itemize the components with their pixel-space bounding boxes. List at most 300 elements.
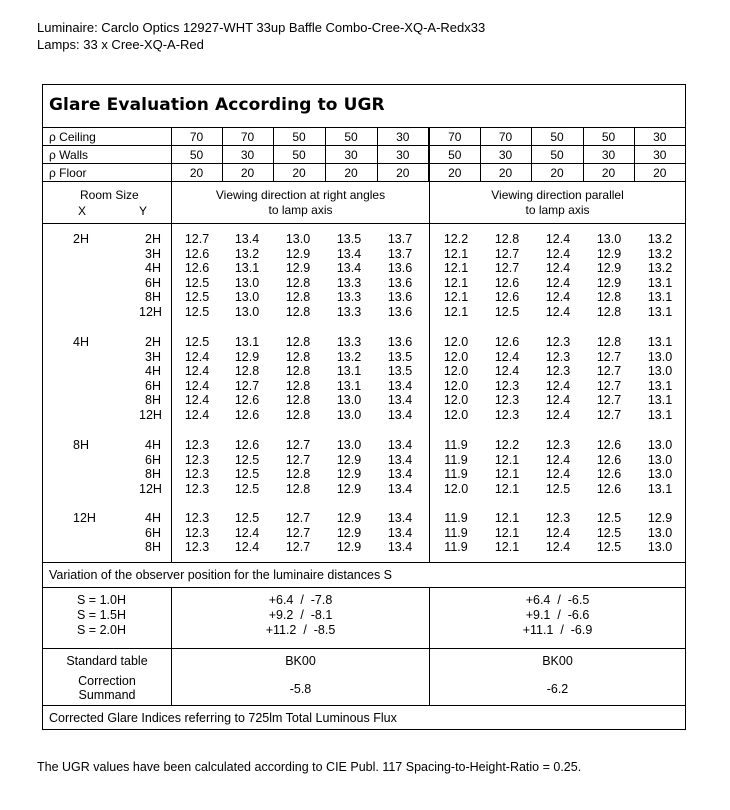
variation-perp-value: +6.4 / -7.8	[268, 593, 333, 607]
ugr-value: 12.7	[494, 261, 520, 276]
reflectance-row	[43, 128, 685, 146]
ugr-value: 12.7	[596, 393, 622, 408]
ugr-value: 13.3	[336, 275, 362, 290]
table-row	[43, 261, 685, 275]
ugr-value: 13.6	[387, 335, 413, 349]
reflectance-value: 30	[480, 146, 531, 164]
ugr-value: 12.9	[596, 261, 622, 276]
ugr-value: 13.6	[387, 275, 413, 290]
divider	[43, 648, 685, 649]
ugr-value: 12.4	[545, 261, 571, 276]
ugr-value: 13.4	[387, 452, 413, 467]
ugr-value: 12.7	[285, 511, 311, 525]
room-y-value: 6H	[145, 378, 161, 393]
ugr-value: 12.9	[336, 525, 362, 540]
ugr-value: 12.8	[285, 364, 311, 379]
ugr-value: 12.8	[285, 408, 311, 422]
ugr-value: 13.1	[647, 481, 673, 496]
ugr-value: 12.3	[545, 335, 571, 349]
ugr-value: 12.4	[545, 408, 571, 422]
room-y-value: 4H	[145, 364, 161, 379]
ugr-value: 12.3	[545, 364, 571, 379]
variation-par-value: +6.4 / -6.5	[525, 593, 590, 607]
ugr-value: 13.7	[387, 246, 413, 261]
ugr-value: 12.7	[234, 378, 260, 393]
ugr-value: 12.1	[494, 525, 520, 540]
ugr-value: 13.1	[234, 335, 260, 349]
ugr-value: 12.2	[494, 438, 520, 452]
ugr-value: 12.8	[596, 305, 622, 319]
parallel-direction-header	[430, 188, 685, 218]
table-row	[43, 247, 685, 261]
divider	[43, 587, 685, 588]
reflectance-value: 20	[531, 164, 583, 182]
reflectance-value: 20	[429, 164, 480, 182]
ugr-value: 12.5	[234, 481, 260, 496]
ugr-value: 11.9	[444, 452, 468, 467]
ugr-value: 12.8	[285, 290, 311, 305]
table-row	[43, 379, 685, 393]
reflectance-value: 20	[377, 164, 429, 182]
ugr-value: 13.4	[387, 511, 413, 525]
ugr-value: 12.8	[596, 290, 622, 305]
room-x-value: 8H	[73, 438, 89, 452]
room-size-label: Room Size	[80, 188, 139, 202]
ugr-value: 12.1	[494, 540, 520, 555]
reflectance-label: ρ Floor	[43, 164, 171, 182]
ugr-value: 13.0	[647, 467, 673, 482]
variation-distance: S = 2.0H	[77, 623, 126, 637]
ugr-value: 12.5	[184, 290, 210, 305]
ugr-value: 12.9	[234, 349, 260, 364]
room-y-value: 4H	[145, 261, 161, 276]
ugr-value: 12.8	[234, 364, 260, 379]
reflectance-value: 50	[531, 128, 583, 146]
reflectance-value: 70	[429, 128, 480, 146]
ugr-value: 12.4	[545, 393, 571, 408]
ugr-value: 12.0	[443, 393, 469, 408]
ugr-value: 12.3	[184, 467, 210, 482]
ugr-value: 12.4	[545, 540, 571, 555]
ugr-value: 13.3	[336, 305, 362, 319]
reflectance-value: 50	[325, 128, 377, 146]
reflectance-value: 30	[377, 146, 429, 164]
ugr-value: 13.0	[285, 232, 311, 246]
standard-table-perp: BK00	[285, 654, 316, 668]
table-row	[43, 335, 685, 349]
reflectance-row	[43, 146, 685, 164]
table-row	[43, 290, 685, 304]
ugr-value: 12.7	[494, 246, 520, 261]
ugr-value: 12.1	[494, 452, 520, 467]
ugr-value: 12.6	[234, 393, 260, 408]
reflectance-label: ρ Walls	[43, 146, 171, 164]
room-y-value: 6H	[145, 525, 161, 540]
ugr-value: 12.4	[545, 305, 571, 319]
ugr-value: 12.6	[184, 261, 210, 276]
ugr-value: 13.6	[387, 305, 413, 319]
ugr-value: 13.0	[647, 525, 673, 540]
room-y-value: 6H	[145, 452, 161, 467]
correction-label	[43, 674, 171, 702]
ugr-value: 12.7	[596, 378, 622, 393]
reflectance-value: 30	[634, 128, 685, 146]
ugr-value: 13.4	[387, 438, 413, 452]
room-y-value: 6H	[145, 275, 161, 290]
ugr-value: 11.9	[444, 511, 468, 525]
table-row	[43, 350, 685, 364]
ugr-value: 12.7	[184, 232, 210, 246]
ugr-value: 12.9	[336, 467, 362, 482]
ugr-value: 12.5	[184, 305, 210, 319]
room-y-value: 2H	[145, 335, 161, 349]
ugr-value: 12.6	[596, 438, 622, 452]
ugr-value: 13.0	[647, 438, 673, 452]
table-row	[43, 511, 685, 525]
ugr-value: 12.1	[494, 481, 520, 496]
document-header	[37, 19, 485, 53]
luminaire-line: Luminaire: Carclo Optics 12927-WHT 33up Baffle Combo-Cree-XQ-A-Redx33	[37, 20, 486, 35]
reflectance-value: 30	[583, 146, 634, 164]
reflectance-value: 20	[325, 164, 377, 182]
ugr-value: 13.4	[387, 540, 413, 555]
ugr-value: 12.4	[184, 378, 210, 393]
table-row	[43, 364, 685, 378]
ugr-value: 13.0	[336, 438, 362, 452]
ugr-value: 12.3	[184, 481, 210, 496]
room-y-value: 3H	[145, 246, 161, 261]
reflectance-value: 20	[171, 164, 222, 182]
ugr-value: 12.6	[494, 335, 520, 349]
parallel-line-1: Viewing direction parallel	[491, 188, 624, 202]
room-size-y-label: Y	[139, 204, 148, 218]
ugr-value: 13.4	[336, 246, 362, 261]
reflectance-value: 50	[273, 128, 325, 146]
ugr-value: 13.4	[387, 481, 413, 496]
ugr-value: 12.8	[285, 349, 311, 364]
ugr-value: 12.9	[336, 481, 362, 496]
ugr-value: 12.0	[443, 378, 469, 393]
ugr-value: 13.1	[647, 305, 673, 319]
ugr-value: 12.2	[443, 232, 469, 246]
table-row	[43, 540, 685, 554]
ugr-value: 12.1	[443, 290, 469, 305]
ugr-value: 13.2	[647, 246, 673, 261]
ugr-value: 13.0	[596, 232, 622, 246]
correction-label-line-2: Summand	[78, 688, 136, 702]
ugr-value: 12.6	[596, 481, 622, 496]
reflectance-value: 30	[222, 146, 273, 164]
reflectance-table	[43, 127, 685, 182]
ugr-value: 13.5	[336, 232, 362, 246]
ugr-value: 12.5	[234, 467, 260, 482]
ugr-value: 12.7	[596, 364, 622, 379]
variation-par-value: +11.1 / -6.9	[522, 623, 593, 637]
ugr-value: 12.5	[234, 511, 260, 525]
ugr-value: 12.9	[596, 246, 622, 261]
ugr-value: 12.4	[184, 393, 210, 408]
ugr-value: 12.0	[443, 481, 469, 496]
ugr-value: 12.4	[545, 467, 571, 482]
reflectance-value: 20	[480, 164, 531, 182]
ugr-value: 12.6	[234, 408, 260, 422]
ugr-value: 12.5	[184, 335, 210, 349]
room-y-value: 12H	[139, 408, 162, 422]
ugr-value: 12.8	[494, 232, 520, 246]
table-row	[43, 408, 685, 422]
room-y-value: 12H	[139, 481, 162, 496]
ugr-value: 12.4	[545, 246, 571, 261]
ugr-value: 12.6	[596, 452, 622, 467]
ugr-value: 12.5	[494, 305, 520, 319]
ugr-value: 12.8	[596, 335, 622, 349]
ugr-value: 12.3	[545, 438, 571, 452]
ugr-value: 12.4	[545, 525, 571, 540]
ugr-value: 12.8	[285, 378, 311, 393]
ugr-value: 12.8	[285, 275, 311, 290]
ugr-value: 12.8	[285, 481, 311, 496]
standard-table-par: BK00	[542, 654, 573, 668]
reflectance-value: 70	[171, 128, 222, 146]
parallel-line-2: to lamp axis	[525, 203, 590, 217]
variation-perp-value: +9.2 / -8.1	[268, 608, 333, 622]
table-row	[43, 232, 685, 246]
ugr-value: 13.1	[647, 335, 673, 349]
room-y-value: 8H	[145, 540, 161, 555]
room-y-value: 4H	[145, 438, 161, 452]
reflectance-value: 20	[634, 164, 685, 182]
correction-perp: -5.8	[289, 682, 312, 696]
footer-note: The UGR values have been calculated according to CIE Publ. 117 Spacing-to-Height-Ratio = 0.25.	[37, 760, 582, 774]
ugr-value: 12.1	[443, 261, 469, 276]
correction-label-line-1: Correction	[78, 674, 136, 688]
ugr-value: 12.4	[545, 452, 571, 467]
ugr-value: 13.4	[387, 525, 413, 540]
reflectance-value: 50	[273, 146, 325, 164]
room-y-value: 12H	[139, 305, 162, 319]
ugr-value: 12.1	[443, 305, 469, 319]
ugr-value: 12.8	[285, 393, 311, 408]
reflectance-value: 50	[171, 146, 222, 164]
ugr-value: 13.1	[336, 378, 362, 393]
ugr-value: 13.2	[647, 232, 673, 246]
room-x-value: 12H	[73, 511, 96, 525]
divider	[43, 181, 685, 182]
perpendicular-direction-header	[172, 188, 429, 218]
ugr-value: 12.3	[184, 438, 210, 452]
ugr-value: 12.3	[494, 393, 520, 408]
ugr-value: 13.2	[234, 246, 260, 261]
variation-caption: Variation of the observer position for the luminaire distances S	[49, 568, 393, 582]
column-divider	[429, 181, 430, 562]
ugr-value: 13.0	[336, 393, 362, 408]
ugr-value: 13.3	[336, 335, 362, 349]
ugr-value: 12.5	[596, 540, 622, 555]
corrected-caption: Corrected Glare Indices referring to 725lm Total Luminous Flux	[49, 711, 397, 725]
ugr-value: 13.6	[387, 261, 413, 276]
ugr-value: 12.7	[285, 525, 311, 540]
ugr-value: 12.4	[184, 408, 210, 422]
ugr-value: 13.1	[647, 290, 673, 305]
room-x-value: 2H	[73, 232, 89, 246]
ugr-value: 12.1	[443, 246, 469, 261]
ugr-value: 12.3	[184, 540, 210, 555]
ugr-value: 12.3	[184, 511, 210, 525]
ugr-value: 12.4	[545, 290, 571, 305]
ugr-table-frame	[42, 84, 686, 730]
variation-distance: S = 1.0H	[77, 593, 126, 607]
table-row	[43, 453, 685, 467]
ugr-value: 12.6	[494, 290, 520, 305]
correction-par: -6.2	[546, 682, 569, 696]
ugr-value: 12.3	[545, 511, 571, 525]
ugr-value: 12.4	[234, 525, 260, 540]
ugr-value: 13.1	[647, 393, 673, 408]
table-row	[43, 393, 685, 407]
ugr-value: 12.8	[285, 305, 311, 319]
ugr-value: 13.1	[647, 408, 673, 422]
ugr-value: 13.4	[387, 467, 413, 482]
reflectance-value: 50	[583, 128, 634, 146]
reflectance-value: 20	[222, 164, 273, 182]
ugr-value: 13.0	[647, 452, 673, 467]
reflectance-value: 20	[583, 164, 634, 182]
reflectance-value: 50	[531, 146, 583, 164]
ugr-value: 12.5	[596, 525, 622, 540]
ugr-value: 13.1	[647, 275, 673, 290]
ugr-value: 13.0	[647, 349, 673, 364]
ugr-value: 13.5	[387, 349, 413, 364]
ugr-value: 12.3	[494, 378, 520, 393]
table-row	[43, 482, 685, 496]
lamps-line: Lamps: 33 x Cree-XQ-A-Red	[37, 37, 204, 52]
perpendicular-line-1: Viewing direction at right angles	[215, 188, 386, 202]
ugr-value: 12.6	[184, 246, 210, 261]
table-row	[43, 438, 685, 452]
standard-table-label: Standard table	[66, 654, 148, 668]
reflectance-value: 30	[325, 146, 377, 164]
ugr-value: 13.4	[234, 232, 260, 246]
ugr-value: 12.5	[596, 511, 622, 525]
table-row	[43, 467, 685, 481]
ugr-value: 12.0	[443, 335, 469, 349]
ugr-value: 13.3	[336, 290, 362, 305]
room-y-value: 8H	[145, 467, 161, 482]
ugr-value: 12.8	[285, 335, 311, 349]
ugr-value: 12.9	[596, 275, 622, 290]
ugr-value: 13.0	[647, 364, 673, 379]
variation-distance: S = 1.5H	[77, 608, 126, 622]
ugr-value: 12.3	[184, 452, 210, 467]
ugr-value: 12.4	[545, 275, 571, 290]
ugr-value: 11.9	[444, 525, 468, 540]
reflectance-value: 70	[480, 128, 531, 146]
ugr-value: 12.4	[545, 378, 571, 393]
perpendicular-line-2: to lamp axis	[268, 203, 333, 217]
divider	[43, 562, 685, 563]
table-row	[43, 305, 685, 319]
table-row	[43, 276, 685, 290]
ugr-value: 13.0	[647, 540, 673, 555]
ugr-value: 12.0	[443, 364, 469, 379]
ugr-value: 11.9	[444, 467, 468, 482]
ugr-value: 13.6	[387, 290, 413, 305]
ugr-value: 12.7	[285, 452, 311, 467]
ugr-value: 13.0	[234, 275, 260, 290]
reflectance-value: 50	[429, 146, 480, 164]
ugr-value: 12.9	[336, 511, 362, 525]
reflectance-value: 30	[377, 128, 429, 146]
ugr-value: 13.2	[336, 349, 362, 364]
ugr-value: 13.4	[387, 378, 413, 393]
ugr-value: 13.0	[234, 290, 260, 305]
ugr-value: 13.0	[336, 408, 362, 422]
divider	[43, 705, 685, 706]
ugr-value: 12.0	[443, 349, 469, 364]
ugr-value: 12.7	[285, 540, 311, 555]
reflectance-value: 70	[222, 128, 273, 146]
ugr-value: 12.7	[596, 408, 622, 422]
ugr-value: 12.9	[336, 540, 362, 555]
table-row	[43, 526, 685, 540]
ugr-value: 12.5	[234, 452, 260, 467]
room-y-value: 2H	[145, 232, 161, 246]
ugr-value: 13.2	[647, 261, 673, 276]
ugr-value: 13.1	[647, 378, 673, 393]
ugr-value: 12.9	[647, 511, 673, 525]
ugr-value: 13.4	[387, 393, 413, 408]
ugr-value: 12.1	[494, 467, 520, 482]
room-y-value: 8H	[145, 393, 161, 408]
ugr-value: 12.3	[184, 525, 210, 540]
ugr-title: Glare Evaluation According to UGR	[49, 95, 385, 115]
ugr-value: 12.9	[336, 452, 362, 467]
reflectance-row	[43, 164, 685, 182]
ugr-value: 12.3	[494, 408, 520, 422]
ugr-value: 12.4	[545, 232, 571, 246]
ugr-value: 12.3	[545, 349, 571, 364]
reflectance-value: 30	[634, 146, 685, 164]
ugr-value: 12.0	[443, 408, 469, 422]
ugr-value: 12.4	[234, 540, 260, 555]
room-x-value: 4H	[73, 335, 89, 349]
ugr-value: 12.6	[234, 438, 260, 452]
variation-par-value: +9.1 / -6.6	[525, 608, 590, 622]
room-y-value: 4H	[145, 511, 161, 525]
ugr-value: 12.6	[596, 467, 622, 482]
ugr-value: 12.6	[494, 275, 520, 290]
ugr-value: 13.0	[234, 305, 260, 319]
ugr-value: 12.7	[285, 438, 311, 452]
column-divider	[171, 181, 172, 562]
reflectance-label: ρ Ceiling	[43, 128, 171, 146]
ugr-value: 11.9	[444, 540, 468, 555]
ugr-value: 12.4	[494, 364, 520, 379]
room-y-value: 3H	[145, 349, 161, 364]
ugr-value: 12.4	[184, 349, 210, 364]
variation-perp-value: +11.2 / -8.5	[265, 623, 336, 637]
reflectance-value: 20	[273, 164, 325, 182]
divider	[43, 223, 685, 224]
room-size-x-label: X	[78, 204, 87, 218]
ugr-value: 12.9	[285, 246, 311, 261]
ugr-value: 13.5	[387, 364, 413, 379]
room-y-value: 8H	[145, 290, 161, 305]
ugr-value: 13.7	[387, 232, 413, 246]
ugr-value: 12.9	[285, 261, 311, 276]
ugr-value: 11.9	[444, 438, 468, 452]
ugr-value: 13.1	[234, 261, 260, 276]
